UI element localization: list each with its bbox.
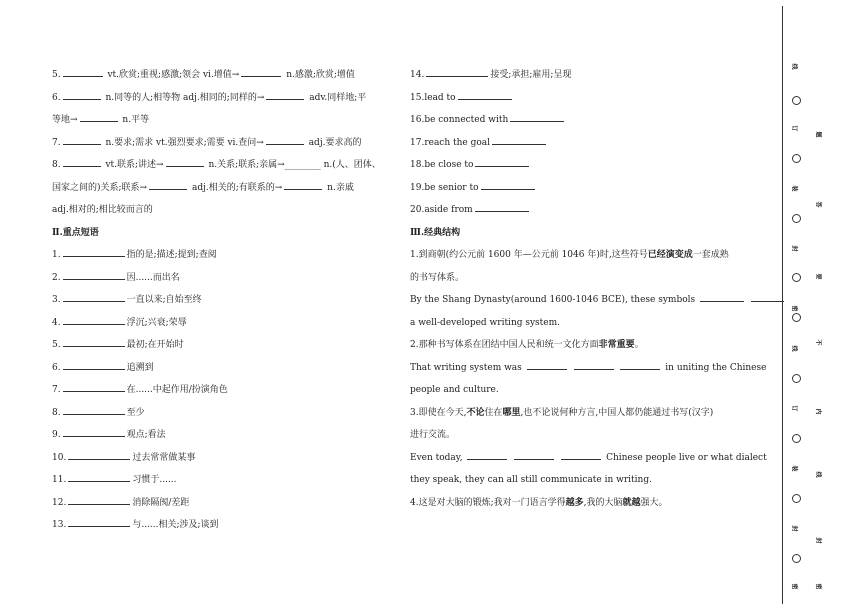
item-number: 8.: [52, 160, 61, 170]
answer-blank[interactable]: [63, 255, 125, 257]
q3-english: [410, 447, 767, 470]
phrase-item: [52, 469, 392, 492]
q4-chinese: [410, 492, 755, 515]
phrase-item: [52, 492, 392, 515]
item-number: 4.: [52, 317, 61, 328]
phrase-item: [52, 312, 392, 335]
item-text: 习惯于......: [132, 475, 177, 485]
binding-hole: [792, 313, 801, 322]
binding-hole: [792, 374, 801, 383]
answer-blank[interactable]: [68, 503, 130, 505]
answer-blank[interactable]: [574, 368, 614, 370]
vocab-line-5: [52, 64, 392, 87]
item-text: 观点;看法: [126, 430, 166, 440]
answer-blank[interactable]: [561, 458, 601, 460]
phrase-item: [52, 334, 392, 357]
phrase-item: [52, 357, 392, 380]
answer-blank[interactable]: [68, 480, 130, 482]
item-number: 3.: [52, 295, 61, 305]
sentence-text: 一套成熟: [692, 250, 729, 260]
answer-blank[interactable]: [63, 98, 101, 100]
answer-blank[interactable]: [458, 98, 512, 100]
q3-chinese-cont: 进行交流。: [410, 430, 456, 440]
binding-label: 订: [790, 405, 798, 412]
key-phrase: 哪里: [502, 407, 521, 418]
item-text: 17.reach the goal: [410, 137, 491, 148]
phrase-item: [52, 267, 392, 290]
item-text: 最初;在开始时: [126, 340, 184, 350]
answer-blank[interactable]: [63, 390, 125, 392]
item-text: 与......相关;涉及;谈到: [132, 520, 219, 530]
item-text: 18.be close to: [410, 160, 474, 170]
answer-blank[interactable]: [266, 143, 304, 145]
q1-chinese: [410, 244, 755, 267]
item-number: 1.: [52, 250, 61, 260]
binding-label: 密: [790, 583, 798, 590]
sentence-text: 1.到商朝(约公元前 1600 年—公元前 1046 年)时,这些符号: [410, 250, 648, 260]
sentence-text: That writing system was: [410, 362, 522, 373]
binding-label: 封: [790, 245, 798, 252]
section-heading-phrases: Ⅱ.重点短语: [52, 227, 99, 238]
answer-blank[interactable]: [63, 278, 125, 280]
sentence-text: 。: [634, 340, 644, 350]
phrase-item: [52, 424, 392, 447]
key-phrase: 非常重要: [598, 340, 635, 350]
phrase-item: [410, 199, 755, 222]
binding-label: 要: [814, 273, 822, 280]
sentence-text: 4.这是对大脑的锻炼;我对一门语言学得: [410, 497, 566, 508]
phrase-item: [52, 447, 392, 470]
key-phrase: 越多: [565, 497, 584, 508]
section-heading-structures: Ⅲ.经典结构: [410, 227, 461, 238]
answer-blank[interactable]: [700, 300, 744, 302]
item-text: 国家之间的)关系;联系→: [52, 182, 148, 193]
answer-blank[interactable]: [63, 368, 125, 370]
binding-label: 线: [790, 63, 798, 70]
answer-blank[interactable]: [284, 188, 322, 190]
answer-blank[interactable]: [149, 188, 187, 190]
item-text: n.亲戚: [324, 182, 354, 193]
item-text: 一直以来;自始至终: [126, 295, 202, 305]
binding-label: 题: [814, 131, 822, 138]
binding-label: 订: [790, 125, 798, 132]
right-column: [410, 64, 767, 514]
binding-hole: [792, 154, 801, 163]
phrase-item: [52, 514, 392, 537]
item-text: 在......中起作用/扮演角色: [126, 385, 228, 395]
q1-english-cont: a well-developed writing system.: [410, 317, 561, 328]
item-number: 12.: [52, 497, 67, 508]
item-number: 13.: [52, 520, 67, 530]
item-text: 16.be connected with: [410, 115, 509, 125]
sentence-text: By the Shang Dynasty(around 1600-1046 BCE), these symbols: [410, 295, 696, 305]
answer-blank[interactable]: [475, 165, 529, 167]
key-phrase: 就越: [622, 497, 641, 508]
item-number: 10.: [52, 452, 67, 463]
key-phrase: 已经演变成: [647, 250, 693, 260]
binding-label: 不: [814, 339, 822, 346]
q2-english-cont: people and culture.: [410, 385, 499, 395]
item-text: adj.相关的;有联系的→: [189, 182, 283, 193]
q2-english: [410, 357, 767, 380]
phrase-item: [52, 402, 392, 425]
item-text: vt.欣赏;重视;感激;领会 vi.增值→: [104, 70, 240, 80]
phrase-item: [52, 289, 392, 312]
answer-blank[interactable]: [80, 120, 118, 122]
answer-blank[interactable]: [63, 75, 103, 77]
binding-line: [782, 6, 783, 604]
answer-blank[interactable]: [751, 300, 784, 302]
answer-blank[interactable]: [63, 345, 125, 347]
answer-blank[interactable]: [68, 458, 130, 460]
left-column: [52, 64, 392, 537]
sentence-text: 住在: [484, 407, 503, 418]
answer-blank[interactable]: [63, 300, 125, 302]
item-text: 19.be senior to: [410, 182, 479, 193]
sentence-text: 强大。: [640, 497, 668, 508]
answer-blank[interactable]: [620, 368, 660, 370]
item-number: 7.: [52, 137, 61, 148]
item-text: adv.同样地;平: [306, 92, 367, 103]
binding-label: 内: [814, 408, 822, 415]
vocab-line-8: [52, 154, 392, 177]
phrase-item: [410, 64, 755, 87]
phrase-item: [52, 379, 392, 402]
binding-strip: [792, 0, 842, 608]
binding-hole: [792, 554, 801, 563]
item-text: adj.要求高的: [305, 137, 362, 148]
item-number: 6.: [52, 362, 61, 373]
item-text: 等地→: [52, 115, 78, 125]
phrase-item: [410, 87, 755, 110]
item-number: 2.: [52, 272, 61, 283]
vocab-line-8-end: [52, 199, 392, 222]
answer-blank[interactable]: [510, 120, 564, 122]
binding-label: 装: [790, 185, 798, 192]
binding-label: 封: [814, 537, 822, 544]
vocab-line-7: [52, 132, 392, 155]
binding-hole: [792, 273, 801, 282]
sentence-text: ,我的大脑: [583, 497, 623, 508]
item-number: 11.: [52, 475, 67, 485]
vocab-line-6: [52, 87, 392, 110]
item-text: n.要求;需求 vt.强烈要求;需要 vi.查问→: [102, 137, 264, 148]
binding-label: 密: [790, 305, 798, 312]
answer-blank[interactable]: [514, 458, 554, 460]
item-number: 8.: [52, 407, 61, 418]
binding-label: 密: [814, 583, 822, 590]
item-text: 15.lead to: [410, 92, 456, 103]
item-text: 浮沉;兴衰;荣辱: [126, 317, 187, 328]
item-number: 6.: [52, 92, 61, 103]
item-number: 14.: [410, 70, 425, 80]
item-text: vt.联系;讲述→: [102, 160, 164, 170]
answer-blank[interactable]: [166, 165, 204, 167]
phrase-item: [410, 132, 755, 155]
item-text: 过去常常做某事: [132, 452, 196, 463]
item-number: 5.: [52, 340, 61, 350]
q3-english-cont: they speak, they can all still communicate in writing.: [410, 475, 652, 485]
answer-blank[interactable]: [481, 188, 535, 190]
item-text: 指的是;描述;提到;查阅: [126, 250, 217, 260]
item-text: n.同等的人;相等物 adj.相同的;同样的→: [102, 92, 265, 103]
answer-blank[interactable]: [467, 458, 507, 460]
phrase-item: [410, 109, 755, 132]
binding-label: 线: [790, 345, 798, 352]
phrase-item: [52, 244, 392, 267]
q2-chinese: [410, 334, 755, 357]
q1-english: [410, 289, 755, 312]
answer-blank[interactable]: [63, 143, 101, 145]
sentence-text: 3.即使在今天,: [410, 407, 467, 418]
q3-chinese: [410, 402, 755, 425]
answer-blank[interactable]: [63, 323, 125, 325]
vocab-line-6-cont: [52, 109, 392, 132]
answer-blank[interactable]: [63, 165, 101, 167]
binding-label: 线: [814, 471, 822, 478]
answer-blank[interactable]: [68, 525, 130, 527]
item-text: adj.相对的;相比较而言的: [52, 205, 153, 215]
item-text: n.平等: [119, 115, 150, 125]
item-number: 9.: [52, 430, 61, 440]
binding-label: 封: [790, 525, 798, 532]
answer-blank[interactable]: [63, 413, 125, 415]
item-number: 7.: [52, 385, 61, 395]
answer-blank[interactable]: [475, 210, 529, 212]
item-text: 接受;承担;雇用;呈现: [490, 70, 572, 80]
item-text: n.感激;欣赏;增值: [283, 70, 355, 80]
key-phrase: 不论: [466, 407, 485, 418]
sentence-text: 2.那种书写体系在团结中国人民和统一文化方面: [410, 340, 599, 350]
answer-blank[interactable]: [266, 98, 304, 100]
binding-hole: [792, 96, 801, 105]
vocab-line-8-cont: [52, 177, 392, 200]
item-number: 5.: [52, 70, 61, 80]
binding-label: 答: [814, 201, 822, 208]
binding-hole: [792, 434, 801, 443]
item-text: 至少: [126, 407, 145, 418]
binding-hole: [792, 214, 801, 223]
binding-label: 装: [790, 465, 798, 472]
sentence-text: Chinese people live or what dialect: [606, 452, 767, 463]
binding-hole: [792, 494, 801, 503]
sentence-text: ,也不论说何种方言,中国人都仍能通过书写(汉字): [520, 407, 714, 418]
answer-blank[interactable]: [527, 368, 567, 370]
phrase-item: [410, 177, 755, 200]
q1-chinese-cont: 的书写体系。: [410, 272, 465, 283]
item-text: 追溯到: [126, 362, 154, 373]
item-text: n.关系;联系;亲属→________ n.(人、团体、: [205, 160, 381, 170]
answer-blank[interactable]: [492, 143, 546, 145]
sentence-text: in uniting the Chinese: [665, 362, 767, 373]
item-text: 因......而出名: [126, 272, 180, 283]
item-text: 消除隔阂/差距: [132, 497, 190, 508]
sentence-text: Even today,: [410, 452, 463, 463]
answer-blank[interactable]: [63, 435, 125, 437]
phrase-item: [410, 154, 755, 177]
answer-blank[interactable]: [426, 75, 488, 77]
item-text: 20.aside from: [410, 205, 473, 215]
answer-blank[interactable]: [241, 75, 281, 77]
